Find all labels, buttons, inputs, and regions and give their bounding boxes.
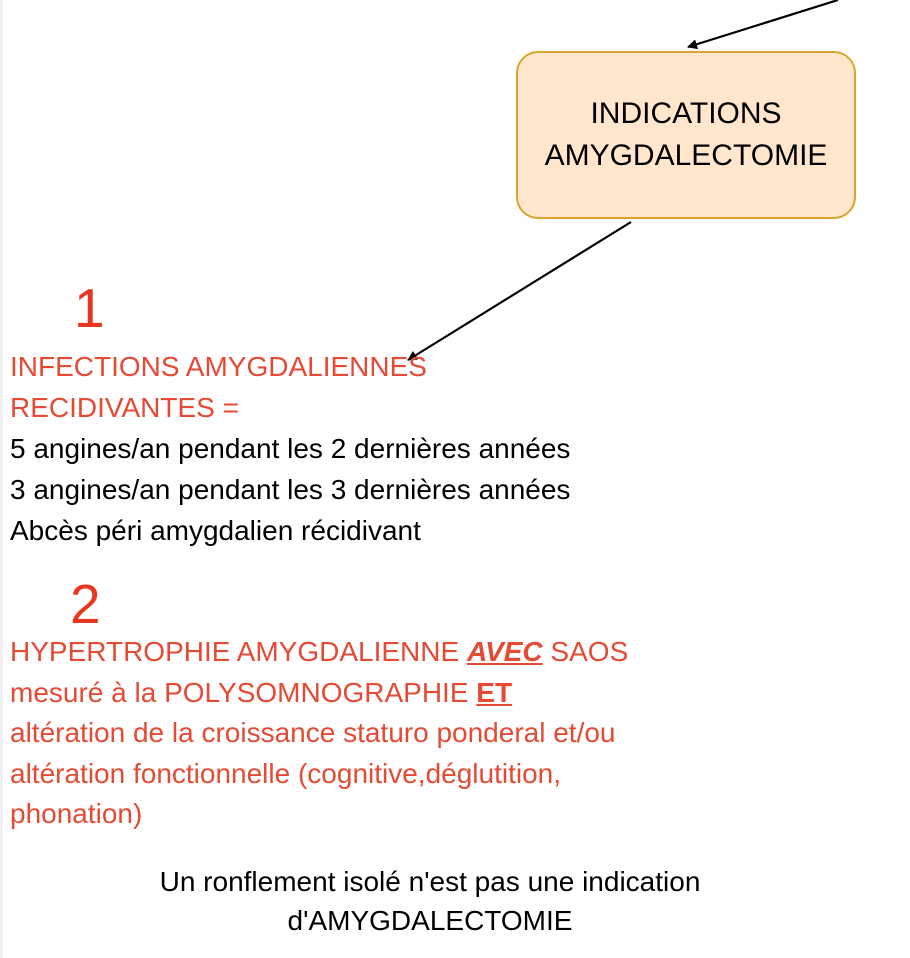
- footnote: [0, 862, 860, 940]
- arrow-to-section-1: [408, 222, 631, 360]
- section-1-item: Abcès péri amygdalien récidivant: [10, 515, 421, 546]
- avec-emphasis: AVEC: [466, 636, 543, 667]
- section-1-item: 3 angines/an pendant les 3 dernières années: [10, 474, 571, 505]
- indications-node[interactable]: [516, 51, 856, 219]
- section-1-item: 5 angines/an pendant les 2 dernières années: [10, 433, 571, 464]
- section-2-line-2: [10, 673, 628, 714]
- section-2-text: [10, 632, 628, 835]
- section-2-line-3: altération de la croissance staturo ponderal et/ou: [10, 717, 616, 748]
- section-2-line-5: phonation): [10, 798, 143, 829]
- section-1-title-line-1: INFECTIONS AMYGDALIENNES: [10, 351, 427, 382]
- incoming-arrow: [688, 0, 838, 47]
- footnote-line-2: d'AMYGDALECTOMIE: [287, 905, 573, 936]
- node-label-line-2: AMYGDALECTOMIE: [544, 139, 828, 172]
- section-2-line-1-end: SAOS: [542, 636, 629, 667]
- indications-node-label: [545, 93, 828, 177]
- section-1-number: 1: [74, 277, 105, 339]
- section-2-line-4: altération fonctionnelle (cognitive,déglutition,: [10, 757, 562, 789]
- footnote-line-1: Un ronflement isolé n'est pas une indication: [159, 866, 701, 897]
- section-2-line-1: [10, 632, 628, 673]
- section-2-line-2-start: mesuré à la POLYSOMNOGRAPHIE: [10, 676, 477, 708]
- section-1-title-line-2: RECIDIVANTES =: [10, 392, 239, 423]
- node-label-line-1: INDICATIONS: [590, 97, 782, 130]
- section-2-line-1-start: HYPERTROPHIE AMYGDALIENNE: [10, 636, 467, 667]
- et-emphasis: ET: [476, 676, 513, 708]
- section-2-number: 2: [70, 573, 101, 635]
- section-1-text: [10, 346, 570, 551]
